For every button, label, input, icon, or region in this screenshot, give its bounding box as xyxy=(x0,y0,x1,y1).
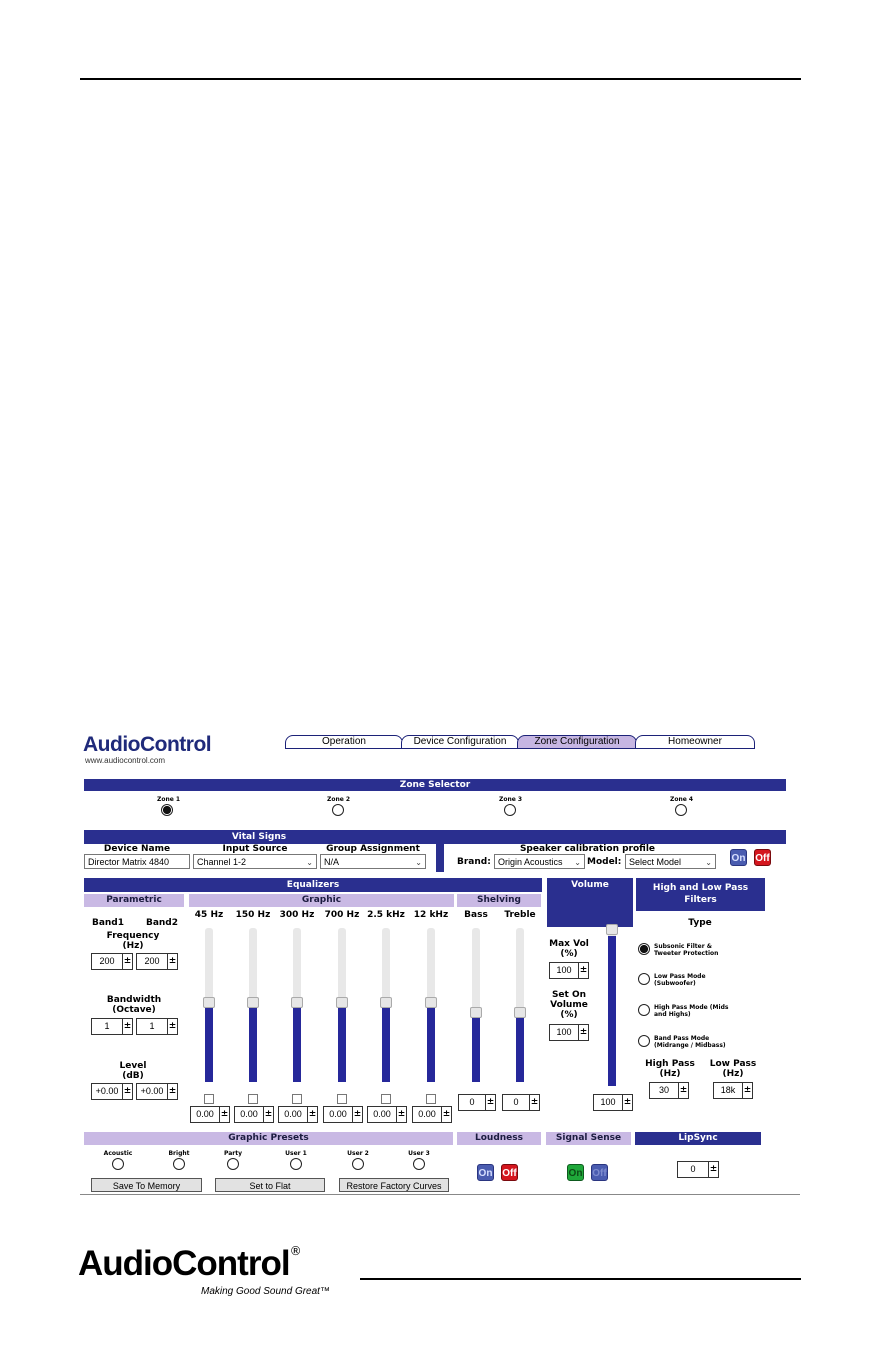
stepper-arrows-icon[interactable]: ± xyxy=(264,1109,273,1119)
low-pass-label: Low Pass (Hz) xyxy=(709,1059,757,1079)
graphic-band-slider[interactable] xyxy=(427,928,435,1082)
graphic-band-checkbox[interactable] xyxy=(337,1094,347,1104)
band1-level-value: +0.00 xyxy=(92,1084,123,1099)
stepper-arrows-icon[interactable]: ± xyxy=(743,1085,752,1095)
graphic-band-slider-fill xyxy=(249,999,257,1082)
graphic-band-label: 45 Hz xyxy=(194,910,224,920)
band2-label: Band2 xyxy=(145,918,179,928)
model-value: Select Model xyxy=(629,857,682,867)
tab-operation[interactable]: Operation xyxy=(285,735,403,749)
group-assignment-value: N/A xyxy=(324,857,340,867)
stepper-arrows-icon[interactable]: ± xyxy=(486,1097,495,1107)
model-label: Model: xyxy=(587,857,622,867)
band1-level-stepper[interactable] xyxy=(91,1083,133,1100)
graphic-band-slider[interactable] xyxy=(249,928,257,1082)
zone-2-radio[interactable] xyxy=(332,804,344,816)
zone-selector-header: Zone Selector xyxy=(84,779,786,791)
graphic-band-slider-thumb[interactable] xyxy=(336,997,348,1008)
frequency-label: Frequency (Hz) xyxy=(106,931,160,951)
filter-bandpass-label: Band Pass Mode (Midrange / Midbass) xyxy=(654,1035,726,1049)
graphic-band-slider-fill xyxy=(293,999,301,1082)
band2-bandwidth-stepper[interactable] xyxy=(136,1018,178,1035)
graphic-band-value: 0.00 xyxy=(324,1107,353,1122)
graphic-band-slider-fill xyxy=(382,999,390,1082)
high-pass-value: 30 xyxy=(650,1083,679,1098)
tab-device-configuration[interactable]: Device Configuration xyxy=(401,735,519,749)
band1-bandwidth-value: 1 xyxy=(92,1019,123,1034)
high-pass-label: High Pass (Hz) xyxy=(645,1059,695,1079)
graphic-band-label: 2.5 kHz xyxy=(367,910,405,920)
speaker-cal-on-button[interactable]: On xyxy=(730,849,747,866)
footer-rule xyxy=(360,1278,801,1280)
graphic-band-checkbox[interactable] xyxy=(248,1094,258,1104)
zone-3-radio[interactable] xyxy=(504,804,516,816)
graphic-band-stepper[interactable] xyxy=(367,1106,407,1123)
band2-frequency-value: 200 xyxy=(137,954,168,969)
volume-slider-thumb[interactable] xyxy=(606,924,618,935)
device-name-label: Device Name xyxy=(103,844,171,854)
graphic-band-slider-thumb[interactable] xyxy=(425,997,437,1008)
graphic-band-slider-thumb[interactable] xyxy=(380,997,392,1008)
graphic-band-checkbox[interactable] xyxy=(292,1094,302,1104)
stepper-arrows-icon[interactable]: ± xyxy=(123,956,132,966)
chevron-down-icon: ⌄ xyxy=(705,858,712,867)
site-url: www.audiocontrol.com xyxy=(85,756,166,765)
footer-logo xyxy=(78,1244,302,1284)
stepper-arrows-icon[interactable]: ± xyxy=(168,1086,177,1096)
stepper-arrows-icon[interactable]: ± xyxy=(709,1164,718,1174)
graphic-band-slider[interactable] xyxy=(293,928,301,1082)
signal-sense-on-button[interactable]: On xyxy=(567,1164,584,1181)
graphic-band-slider-thumb[interactable] xyxy=(247,997,259,1008)
max-vol-value: 100 xyxy=(550,963,579,978)
preset-label: Acoustic xyxy=(103,1150,133,1157)
band2-level-value: +0.00 xyxy=(137,1084,168,1099)
footer-tagline: Making Good Sound Great™ xyxy=(201,1286,330,1297)
brand-logo: AudioControl xyxy=(83,733,212,756)
filter-subsonic-label: Subsonic Filter & Tweeter Protection xyxy=(654,943,719,957)
speaker-cal-title: Speaker calibration profile xyxy=(519,844,656,854)
shelving-header: Shelving xyxy=(457,894,541,907)
graphic-band-label: 700 Hz xyxy=(324,910,360,920)
vital-signs-header xyxy=(84,830,786,844)
group-assignment-label: Group Assignment xyxy=(326,844,420,854)
stepper-arrows-icon[interactable]: ± xyxy=(308,1109,317,1119)
model-select[interactable] xyxy=(625,854,716,869)
graphic-band-slider-fill xyxy=(338,999,346,1082)
graphic-band-slider[interactable] xyxy=(205,928,213,1082)
graphic-band-slider[interactable] xyxy=(382,928,390,1082)
graphic-band-label: 300 Hz xyxy=(279,910,315,920)
graphic-band-stepper[interactable] xyxy=(234,1106,274,1123)
speaker-cal-off-button[interactable]: Off xyxy=(754,849,771,866)
chevron-down-icon: ⌄ xyxy=(415,858,422,867)
zone-4-label: Zone 4 xyxy=(670,796,694,803)
preset-label: Bright xyxy=(168,1150,190,1157)
volume-stepper[interactable] xyxy=(593,1094,633,1111)
zone-4-radio[interactable] xyxy=(675,804,687,816)
graphic-band-stepper[interactable] xyxy=(190,1106,230,1123)
filter-subsonic-radio[interactable] xyxy=(638,943,650,955)
stepper-arrows-icon[interactable]: ± xyxy=(623,1097,632,1107)
shelving-band-value: 0 xyxy=(459,1095,486,1110)
graphic-band-slider-thumb[interactable] xyxy=(291,997,303,1008)
stepper-arrows-icon[interactable]: ± xyxy=(123,1086,132,1096)
graphic-band-label: 150 Hz xyxy=(235,910,271,920)
stepper-arrows-icon[interactable]: ± xyxy=(579,1027,588,1037)
filters-header: High and Low Pass Filters xyxy=(636,878,765,911)
preset-label: User 2 xyxy=(347,1150,369,1157)
loudness-on-button[interactable]: On xyxy=(477,1164,494,1181)
zone-2-label: Zone 2 xyxy=(327,796,351,803)
footer-brand: AudioControl xyxy=(78,1244,290,1283)
stepper-arrows-icon[interactable]: ± xyxy=(220,1109,229,1119)
parametric-header: Parametric xyxy=(84,894,184,907)
volume-slider-fill xyxy=(608,936,616,1086)
preset-radio[interactable] xyxy=(413,1158,425,1170)
signal-sense-off-button[interactable]: Off xyxy=(591,1164,608,1181)
zone-1-radio[interactable] xyxy=(161,804,173,816)
filter-type-label: Type xyxy=(688,918,712,928)
graphic-band-value: 0.00 xyxy=(279,1107,308,1122)
brand-label: Brand: xyxy=(457,857,491,867)
shelving-band-value: 0 xyxy=(503,1095,530,1110)
shelving-band-slider-fill xyxy=(516,1011,524,1082)
registered-mark: ® xyxy=(289,1244,302,1258)
stepper-arrows-icon[interactable]: ± xyxy=(353,1109,362,1119)
band2-frequency-stepper[interactable] xyxy=(136,953,178,970)
vital-signs-title: Vital Signs xyxy=(231,832,287,842)
preset-label: Party xyxy=(223,1150,243,1157)
graphic-band-label: 12 kHz xyxy=(413,910,449,920)
volume-slider[interactable] xyxy=(608,924,616,1086)
set-to-flat-button[interactable]: Set to Flat xyxy=(215,1178,325,1192)
shelving-band-slider[interactable] xyxy=(516,928,524,1082)
signal-sense-header: Signal Sense xyxy=(546,1132,631,1145)
max-vol-stepper[interactable] xyxy=(549,962,589,979)
shelving-band-stepper[interactable] xyxy=(502,1094,540,1111)
shelving-band-slider-thumb[interactable] xyxy=(470,1007,482,1018)
volume-value: 100 xyxy=(594,1095,623,1110)
graphic-band-slider[interactable] xyxy=(338,928,346,1082)
input-source-select[interactable] xyxy=(193,854,317,869)
input-source-value: Channel 1-2 xyxy=(197,857,247,867)
stepper-arrows-icon[interactable]: ± xyxy=(168,1021,177,1031)
graphic-band-checkbox[interactable] xyxy=(204,1094,214,1104)
preset-radio[interactable] xyxy=(112,1158,124,1170)
top-rule xyxy=(80,78,801,80)
preset-radio[interactable] xyxy=(352,1158,364,1170)
preset-label: User 1 xyxy=(285,1150,307,1157)
lipsync-value: 0 xyxy=(678,1162,709,1177)
graphic-band-slider-thumb[interactable] xyxy=(203,997,215,1008)
graphic-band-stepper[interactable] xyxy=(323,1106,363,1123)
stepper-arrows-icon[interactable]: ± xyxy=(397,1109,406,1119)
chevron-down-icon: ⌄ xyxy=(306,858,313,867)
save-to-memory-button[interactable]: Save To Memory xyxy=(91,1178,202,1192)
zone-1-label: Zone 1 xyxy=(157,796,181,803)
band1-bandwidth-stepper[interactable] xyxy=(91,1018,133,1035)
band1-label: Band1 xyxy=(91,918,125,928)
graphic-band-slider-fill xyxy=(427,999,435,1082)
graphic-band-slider-fill xyxy=(205,999,213,1082)
graphic-header: Graphic xyxy=(189,894,454,907)
max-vol-label: Max Vol (%) xyxy=(549,939,589,959)
restore-factory-curves-button[interactable]: Restore Factory Curves xyxy=(339,1178,449,1192)
low-pass-stepper[interactable] xyxy=(713,1082,753,1099)
brand-value: Origin Acoustics xyxy=(498,857,563,867)
preset-radio[interactable] xyxy=(173,1158,185,1170)
shelving-band-slider-thumb[interactable] xyxy=(514,1007,526,1018)
tab-zone-configuration[interactable]: Zone Configuration xyxy=(517,735,637,749)
vital-signs-divider xyxy=(436,844,444,872)
set-on-volume-value: 100 xyxy=(550,1025,579,1040)
graphic-band-stepper[interactable] xyxy=(412,1106,452,1123)
graphic-band-checkbox[interactable] xyxy=(426,1094,436,1104)
graphic-band-value: 0.00 xyxy=(368,1107,397,1122)
band1-frequency-stepper[interactable] xyxy=(91,953,133,970)
stepper-arrows-icon[interactable]: ± xyxy=(123,1021,132,1031)
graphic-band-value: 0.00 xyxy=(191,1107,220,1122)
graphic-band-checkbox[interactable] xyxy=(381,1094,391,1104)
high-pass-stepper[interactable] xyxy=(649,1082,689,1099)
set-on-volume-stepper[interactable] xyxy=(549,1024,589,1041)
stepper-arrows-icon[interactable]: ± xyxy=(442,1109,451,1119)
shelving-band-slider-fill xyxy=(472,1011,480,1082)
volume-header: Volume xyxy=(547,878,633,927)
equalizers-header: Equalizers xyxy=(84,878,542,892)
graphic-band-stepper[interactable] xyxy=(278,1106,318,1123)
stepper-arrows-icon[interactable]: ± xyxy=(679,1085,688,1095)
stepper-arrows-icon[interactable]: ± xyxy=(579,965,588,975)
level-label: Level (dB) xyxy=(119,1061,147,1081)
filter-lowpass-radio[interactable] xyxy=(638,973,650,985)
filter-bandpass-radio[interactable] xyxy=(638,1035,650,1047)
shelving-band-label: Bass xyxy=(464,910,488,920)
chevron-down-icon: ⌄ xyxy=(574,858,581,867)
low-pass-value: 18k xyxy=(714,1083,743,1098)
filter-highpass-radio[interactable] xyxy=(638,1004,650,1016)
shelving-band-label: Treble xyxy=(504,910,536,920)
shelving-band-slider[interactable] xyxy=(472,928,480,1082)
lipsync-stepper[interactable] xyxy=(677,1161,719,1178)
screenshot-bottom-rule xyxy=(80,1194,800,1195)
zone-3-label: Zone 3 xyxy=(499,796,523,803)
filter-highpass-label: High Pass Mode (Mids and Highs) xyxy=(654,1004,729,1018)
band1-frequency-value: 200 xyxy=(92,954,123,969)
preset-radio[interactable] xyxy=(227,1158,239,1170)
stepper-arrows-icon[interactable]: ± xyxy=(530,1097,539,1107)
filter-lowpass-label: Low Pass Mode (Subwoofer) xyxy=(654,973,706,987)
input-source-label: Input Source xyxy=(222,844,288,854)
device-name-field[interactable]: Director Matrix 4840 xyxy=(84,854,190,869)
brand-select[interactable] xyxy=(494,854,585,869)
stepper-arrows-icon[interactable]: ± xyxy=(168,956,177,966)
loudness-header: Loudness xyxy=(457,1132,541,1145)
lipsync-header: LipSync xyxy=(635,1132,761,1145)
band2-bandwidth-value: 1 xyxy=(137,1019,168,1034)
preset-radio[interactable] xyxy=(290,1158,302,1170)
tab-homeowner[interactable]: Homeowner xyxy=(635,735,755,749)
shelving-band-stepper[interactable] xyxy=(458,1094,496,1111)
group-assignment-select[interactable] xyxy=(320,854,426,869)
graphic-band-value: 0.00 xyxy=(235,1107,264,1122)
graphic-band-value: 0.00 xyxy=(413,1107,442,1122)
set-on-volume-label: Set On Volume (%) xyxy=(550,990,588,1020)
loudness-off-button[interactable]: Off xyxy=(501,1164,518,1181)
preset-label: User 3 xyxy=(408,1150,430,1157)
band2-level-stepper[interactable] xyxy=(136,1083,178,1100)
bandwidth-label: Bandwidth (Octave) xyxy=(106,995,162,1015)
graphic-presets-header: Graphic Presets xyxy=(84,1132,453,1145)
